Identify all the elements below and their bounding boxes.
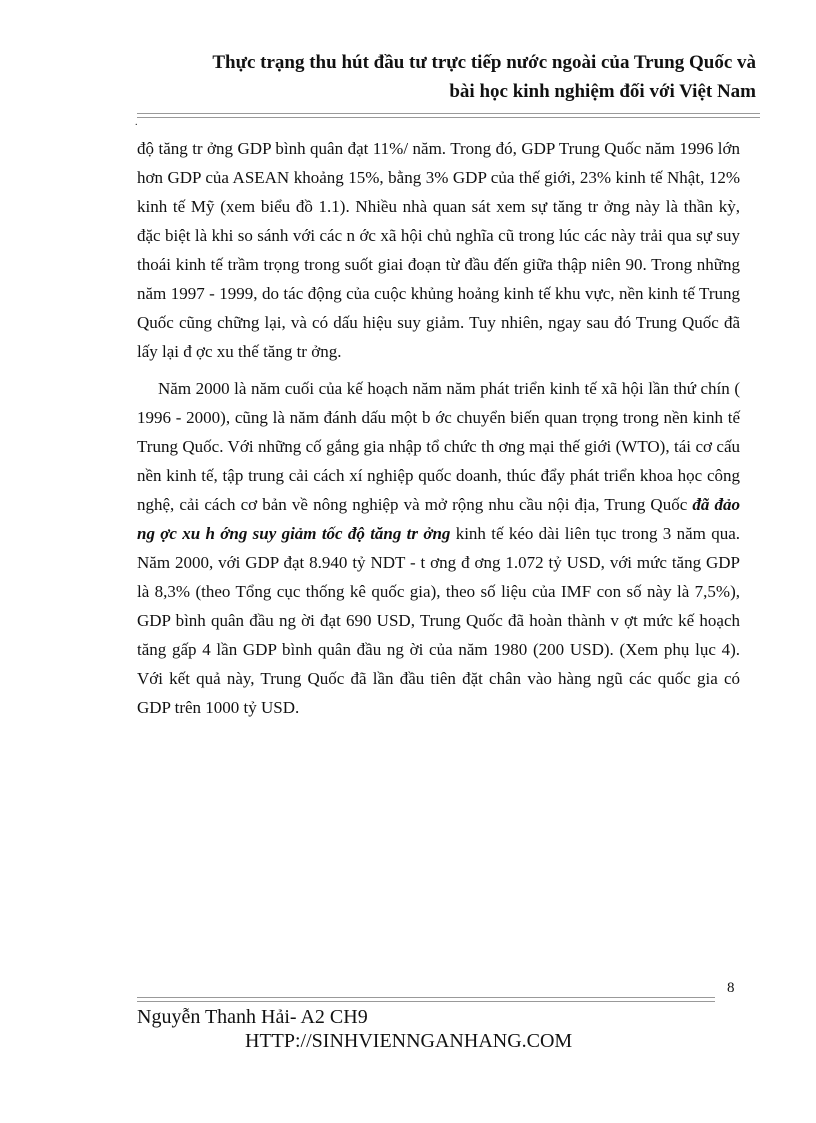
- page-number: 8: [727, 980, 735, 996]
- header-title-line-2: bài học kinh nghiệm đối với Việt Nam: [449, 81, 756, 102]
- paragraph-2-text-start: Năm 2000 là năm cuối của kế hoạch năm năm phát triển kinh tế xã hội lần thứ chín ( 1996 - 2000), cũng là năm đánh dấu một b ớc chuyển biến quan trọng trong nền kinh tế Trung Quốc. Với những cố gắng gia nhập tổ chức th ơng mại thế giới (WTO), tái cơ cấu nền kinh tế, tập trung cải cách xí nghiệp quốc doanh, thúc đẩy phát triển khoa học công nghệ, cải cách cơ bản về nông nghiệp và mở rộng nhu cầu nội địa, Trung Quốc: [137, 379, 740, 514]
- paragraph-1: độ tăng tr ởng GDP bình quân đạt 11%/ năm. Trong đó, GDP Trung Quốc năm 1996 lớn hơn GDP của ASEAN khoảng 15%, bằng 3% GDP của thế giới, 23% kinh tế Nhật, 12% kinh tế Mỹ (xem biểu đồ 1.1). Nhiều nhà quan sát xem sự tăng tr ởng này là thần kỳ, đặc biệt là khi so sánh với các n ớc xã hội chủ nghĩa cũ trong lúc các này trải qua sự suy thoái kinh tế trầm trọng trong suốt giai đoạn từ đầu đến giữa thập niên 90. Trong những năm 1997 - 1999, do tác động của cuộc khủng hoảng kinh tế khu vực, nền kinh tế Trung Quốc cũng chững lại, và có dấu hiệu suy giảm. Tuy nhiên, ngay sau đó Trung Quốc đã lấy lại đ ợc xu thế tăng tr ởng.: [137, 139, 740, 361]
- body-text: [137, 134, 740, 730]
- header-title-line-1: Thực trạng thu hút đầu tư trực tiếp nước ngoài của Trung Quốc và: [212, 52, 756, 73]
- paragraph-2-emphasis: đã đảo ng ợc xu h ớng suy giảm tốc độ tăng tr ởng: [137, 495, 741, 543]
- header-marker: .: [135, 117, 138, 128]
- paragraph-2: [137, 374, 740, 722]
- footer-url: HTTP://SINHVIENNGANHANG.COM: [245, 1030, 573, 1052]
- footer-author: Nguyễn Thanh Hải- A2 CH9: [137, 1006, 368, 1028]
- footer-divider: [137, 997, 715, 1002]
- header-divider: [137, 113, 760, 118]
- running-header: [130, 48, 756, 106]
- paragraph-2-text-end: kinh tế kéo dài liên tục trong 3 năm qua. Năm 2000, với GDP đạt 8.940 tỷ NDT - t ơng đ ơng 1.072 tỷ USD, với mức tăng GDP là 8,3% (theo Tổng cục thống kê quốc gia), theo số liệu của IMF con số này là 7,5%), GDP bình quân đầu ng ời đạt 690 USD, Trung Quốc đã hoàn thành v ợt mức kế hoạch tăng gấp 4 lần GDP bình quân đầu ng ời của năm 1980 (200 USD). (Xem phụ lục 4). Với kết quả này, Trung Quốc đã lần đầu tiên đặt chân vào hàng ngũ các quốc gia có GDP trên 1000 tỷ USD.: [137, 524, 740, 717]
